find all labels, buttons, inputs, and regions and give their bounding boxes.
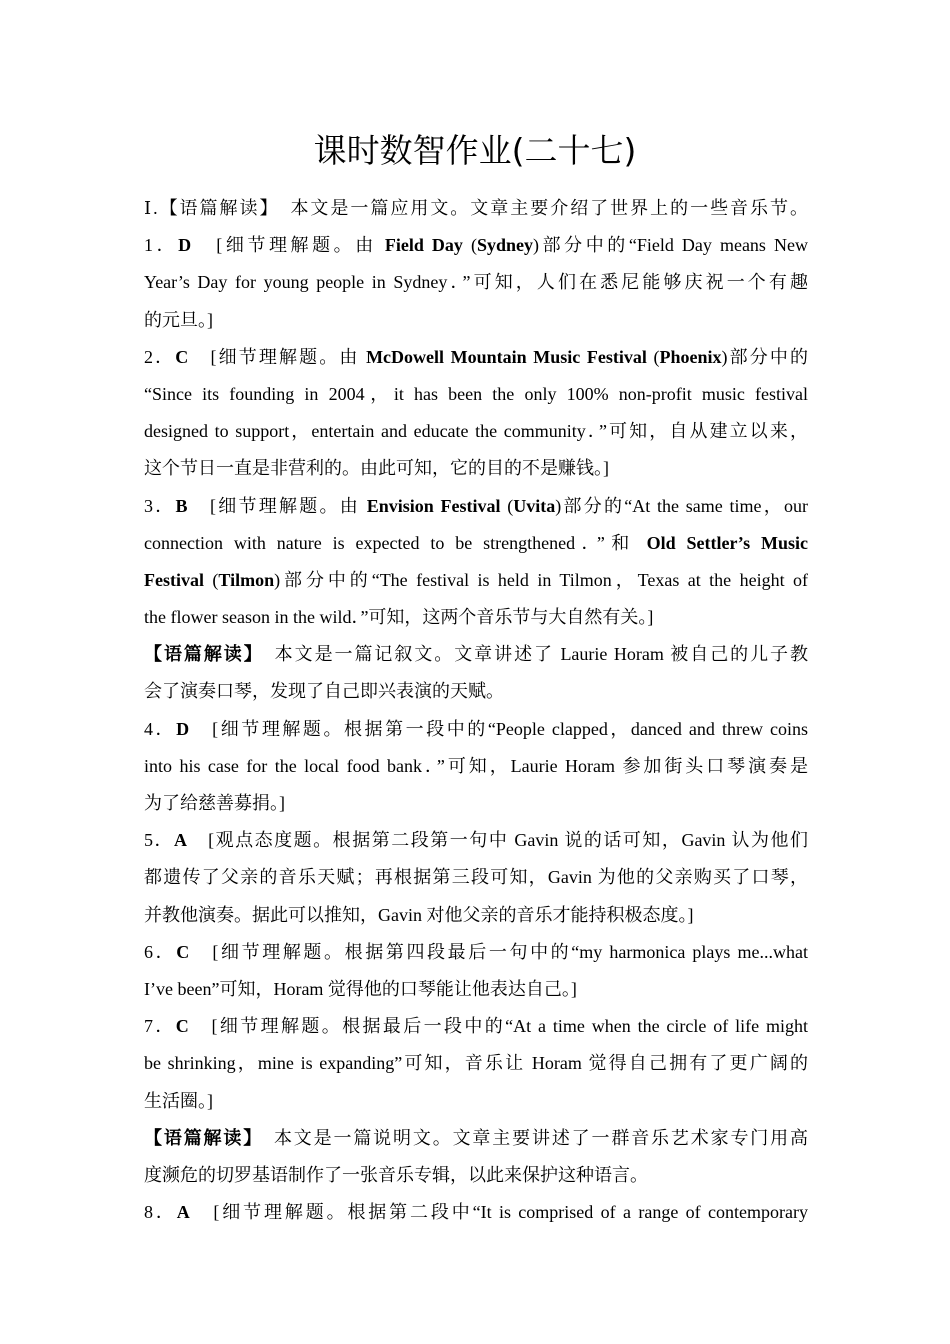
text-line	[144, 413, 808, 450]
text-segment: 2．	[144, 346, 176, 367]
text-line	[144, 1157, 808, 1194]
text-line	[144, 859, 808, 896]
bold-text-segment: Old Settler’s Music	[646, 532, 808, 553]
bold-text-segment: C	[176, 941, 190, 962]
text-segment: (	[462, 235, 477, 256]
text-line	[144, 1194, 808, 1231]
text-segment: 度濒危的切罗基语制作了一张音乐专辑，以此来保护这种语言。	[144, 1164, 648, 1185]
text-line	[144, 673, 808, 710]
text-segment: [细节理解题。根据第一段中的“People clapped，danced and threw coins	[189, 718, 808, 739]
text-line	[144, 488, 808, 525]
text-line	[144, 971, 808, 1008]
bold-text-segment: D	[178, 235, 192, 256]
text-line	[144, 562, 808, 599]
text-segment: [细节理解题。由	[191, 235, 385, 256]
text-line	[144, 748, 808, 785]
text-line	[144, 599, 808, 636]
text-segment: into his case for the local food bank．”可知，Laurie Horam 参加街头口琴演奏是	[144, 755, 808, 776]
text-line	[144, 1045, 808, 1082]
bold-text-segment: Phoenix	[659, 346, 722, 367]
text-line	[144, 822, 808, 859]
text-segment: [观点态度题。根据第二段第一句中 Gavin 说的话可知，Gavin 认为他们	[187, 830, 808, 851]
text-line	[144, 450, 808, 487]
bold-text-segment: 【语篇解读】	[144, 644, 255, 665]
text-segment: 本文是一篇记叙文。文章讲述了 Laurie Horam 被自己的儿子教	[254, 644, 808, 665]
text-segment: [细节理解题。根据第四段最后一句中的“my harmonica plays me...what	[189, 941, 808, 962]
text-segment: 并教他演奏。据此可以推知，Gavin 对他父亲的音乐才能持积极态度。]	[144, 904, 694, 925]
text-line	[144, 190, 808, 227]
bold-text-segment: B	[175, 495, 188, 516]
text-segment: connection with nature is expected to be strengthened．”和	[144, 532, 647, 553]
bold-text-segment: Field Day	[384, 235, 463, 256]
text-segment: 4．	[144, 718, 177, 739]
bold-text-segment: C	[175, 346, 189, 367]
text-segment: [细节理解题。由	[188, 346, 367, 367]
text-line	[144, 376, 808, 413]
text-line	[144, 1083, 808, 1120]
bold-text-segment: 【语篇解读】	[144, 1127, 255, 1148]
text-line	[144, 1008, 808, 1045]
text-segment: )部分的“At the same time，our	[555, 495, 808, 516]
text-segment: [细节理解题。根据最后一段中的“At a time when the circle of life might	[188, 1016, 808, 1037]
text-segment: Ⅰ.【语篇解读】 本文是一篇应用文。文章主要介绍了世界上的一些音乐节。	[144, 198, 808, 218]
bold-text-segment: C	[175, 1016, 189, 1037]
bold-text-segment: A	[174, 830, 188, 851]
text-segment: 这个节日一直是非营利的。由此可知，它的目的不是赚钱。]	[144, 458, 609, 479]
text-segment: “Since its founding in 2004，it has been the only 100% non-profit music festival	[144, 383, 808, 404]
page-title: 课时数智作业(二十七)	[313, 131, 637, 170]
bold-text-segment: Festival	[144, 569, 204, 590]
text-line	[144, 264, 808, 301]
text-segment: 都遗传了父亲的音乐天赋；再根据第三段可知，Gavin 为他的父亲购买了口琴，	[144, 867, 808, 888]
text-line	[144, 525, 808, 562]
text-segment: 本文是一篇说明文。文章主要讲述了一群音乐艺术家专门用高	[254, 1127, 808, 1148]
text-segment: [细节理解题。由	[187, 495, 367, 516]
text-segment: be shrinking，mine is expanding”可知，音乐让 Horam 觉得自己拥有了更广阔的	[144, 1053, 808, 1074]
text-segment: 会了演奏口琴，发现了自己即兴表演的天赋。	[144, 681, 504, 702]
text-segment: (	[204, 569, 219, 590]
bold-text-segment: McDowell Mountain Music Festival	[366, 346, 647, 367]
text-segment: 7．	[144, 1016, 176, 1037]
text-line	[144, 227, 808, 264]
bold-text-segment: D	[176, 718, 190, 739]
text-line	[144, 785, 808, 822]
text-line	[144, 636, 808, 673]
bold-text-segment: Tilmon	[218, 569, 275, 590]
text-segment: (	[646, 346, 660, 367]
text-segment: 3．	[144, 495, 176, 516]
text-segment: 为了给慈善募捐。]	[144, 793, 285, 813]
answer-key-body	[144, 190, 808, 1231]
bold-text-segment: Uvita	[513, 495, 556, 516]
text-line	[144, 339, 808, 376]
text-line	[144, 934, 808, 971]
text-line	[144, 302, 808, 339]
text-segment: Year’s Day for young people in Sydney．”可知，人们在悉尼能够庆祝一个有趣	[144, 272, 808, 293]
text-segment: [细节理解题。根据第二段中“It is comprised of a range of contemporary	[189, 1202, 808, 1223]
text-segment: designed to support，entertain and educate the community．”可知，自从建立以来，	[144, 421, 808, 442]
text-segment: 1．	[144, 235, 179, 256]
bold-text-segment: Envision Festival	[366, 495, 501, 516]
text-segment: (	[500, 495, 514, 516]
bold-text-segment: A	[176, 1202, 190, 1223]
text-line	[144, 1120, 808, 1157]
text-segment: I’ve been”可知，Horam 觉得他的口琴能让他表达自己。]	[144, 978, 577, 999]
text-segment: )部分中的“Field Day means New	[533, 235, 808, 256]
text-segment: 5．	[144, 830, 175, 851]
bold-text-segment: Sydney	[476, 235, 534, 256]
text-segment: 8．	[144, 1202, 177, 1223]
text-segment: 的元旦。]	[144, 309, 213, 330]
text-segment: the flower season in the wild．”可知，这两个音乐节与大自然有关。]	[144, 607, 654, 628]
text-line	[144, 897, 808, 934]
text-segment: 生活圈。]	[144, 1090, 213, 1111]
text-segment: )部分中的	[721, 346, 808, 367]
text-segment: 6．	[144, 941, 177, 962]
text-segment: )部分中的“The festival is held in Tilmon，Texas at the height of	[274, 569, 808, 590]
text-line	[144, 711, 808, 748]
